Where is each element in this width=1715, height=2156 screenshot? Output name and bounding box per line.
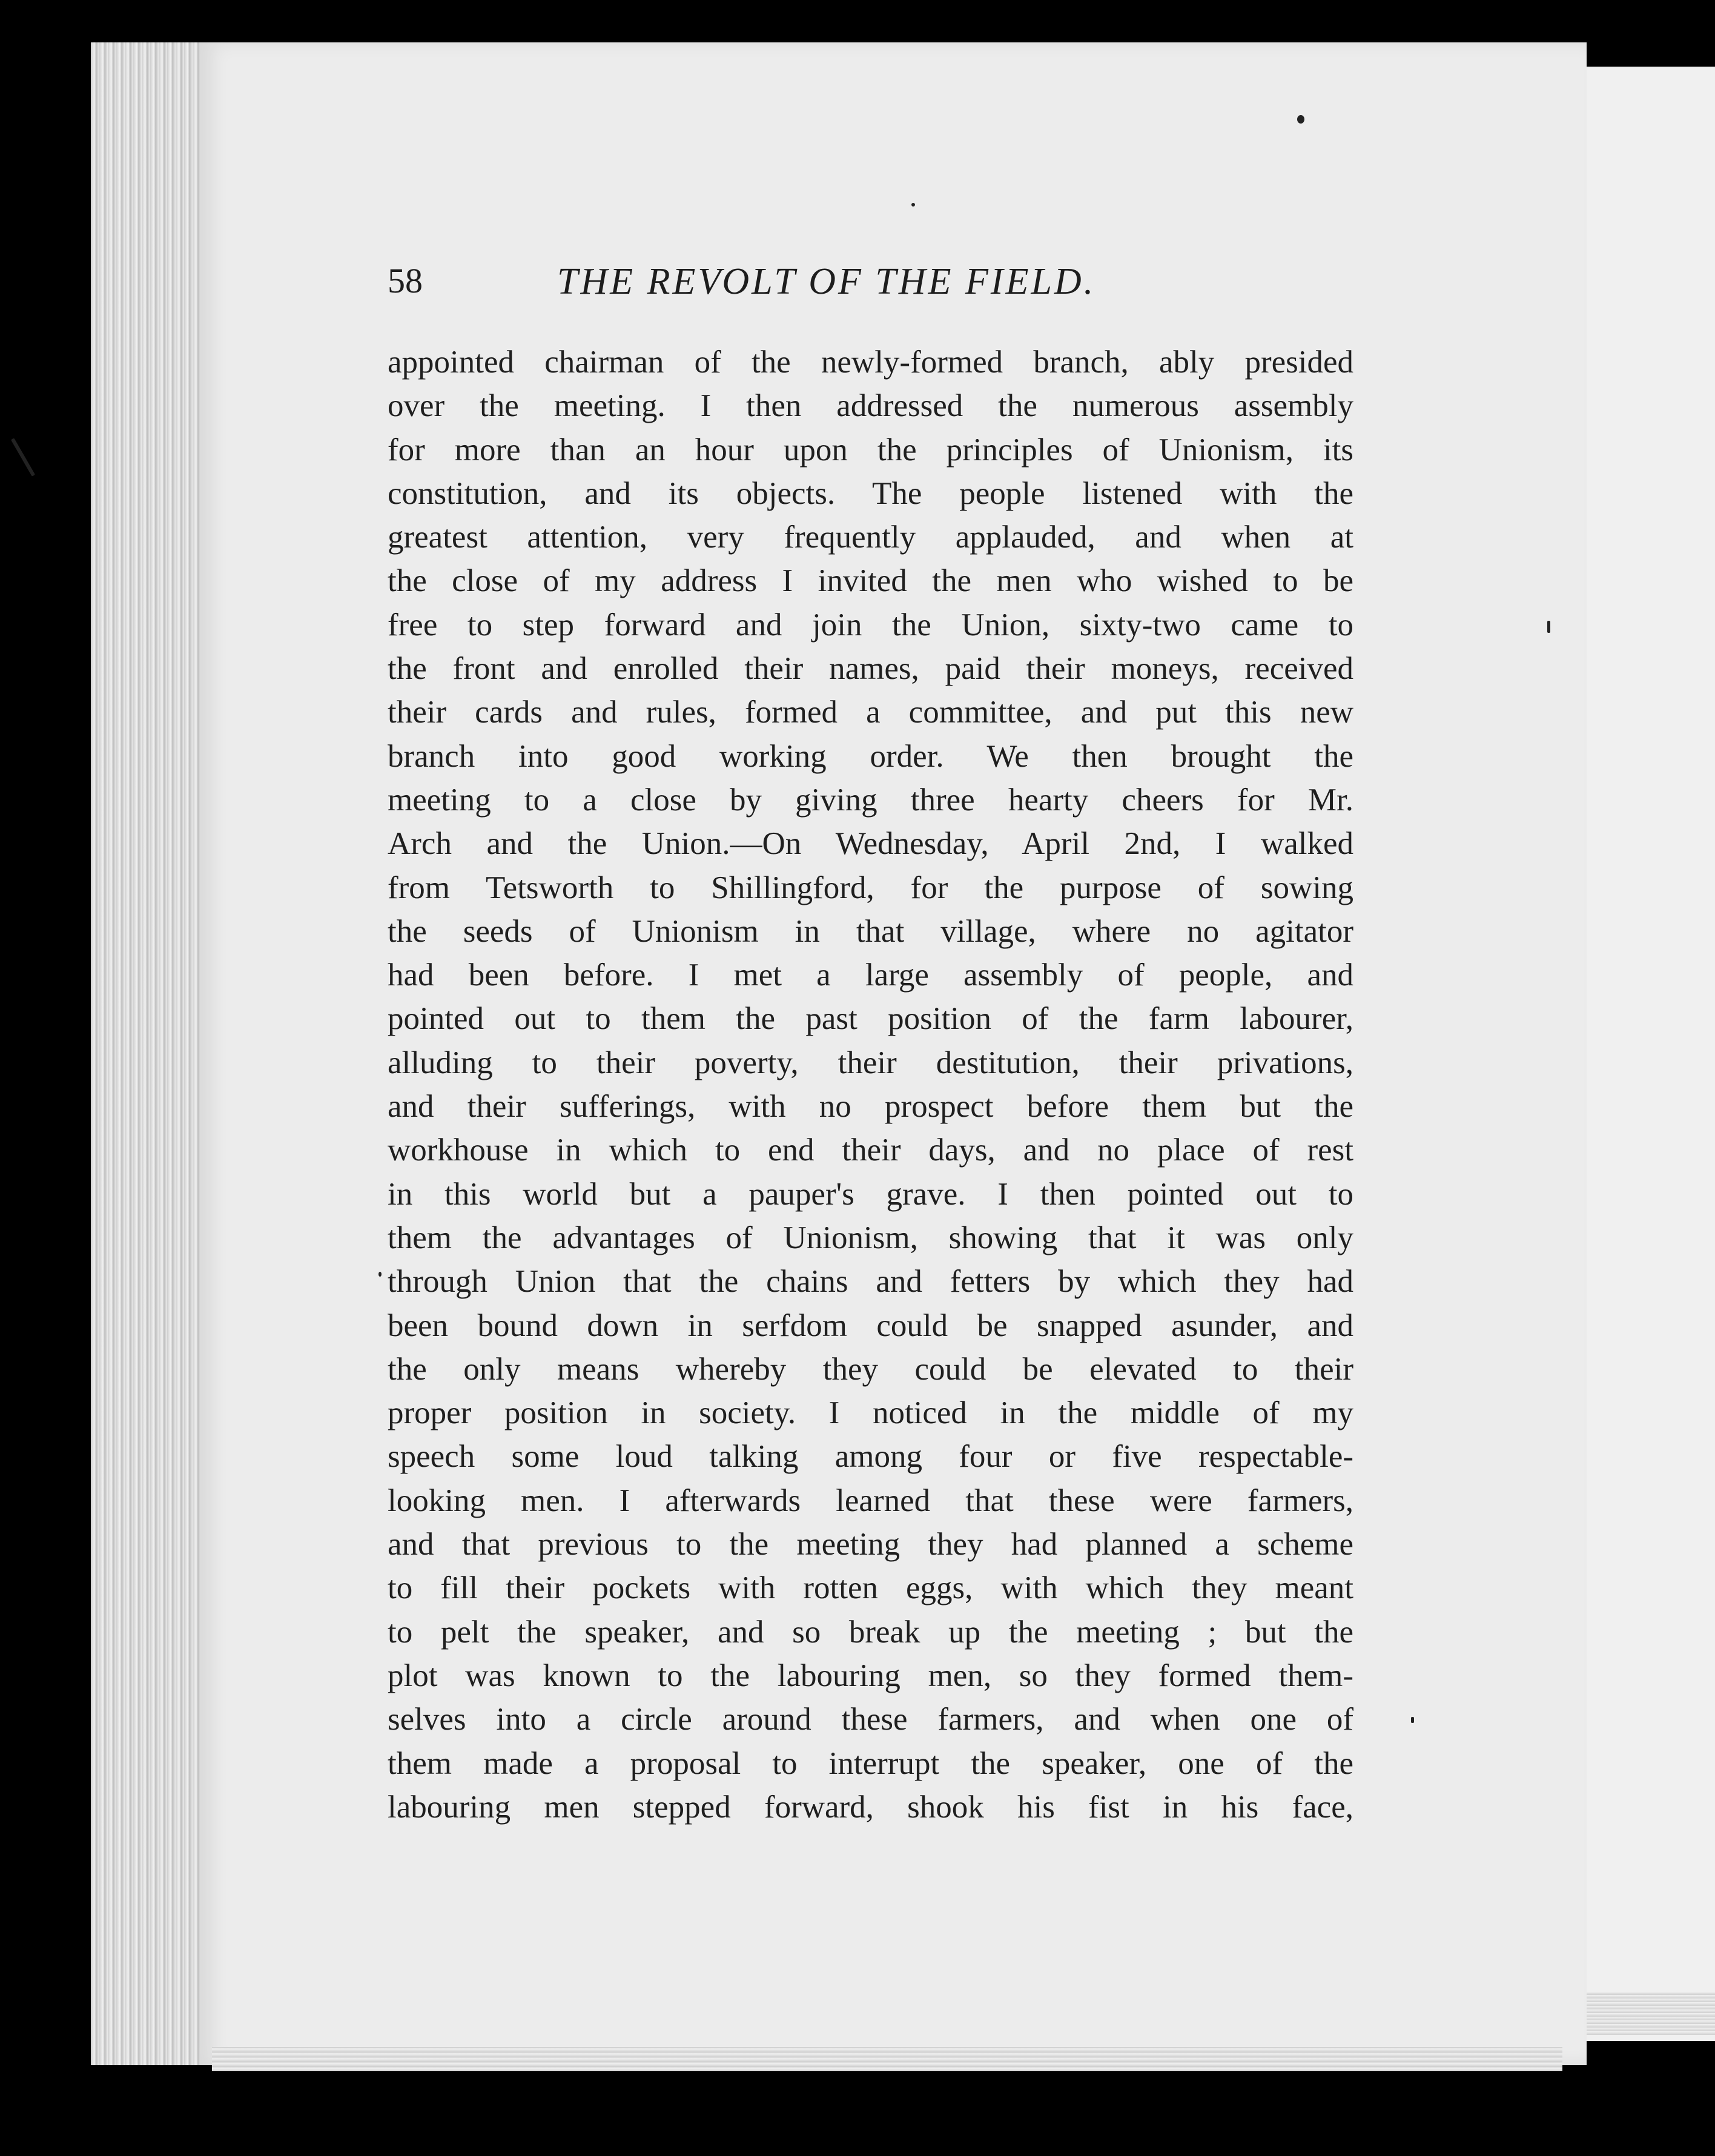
- text-line: proper position in society. I noticed in the middle of my: [388, 1395, 1353, 1431]
- text-line: looking men. I afterwards learned that these were farmers,: [388, 1483, 1353, 1518]
- text-line: had been before. I met a large assembly of people, and: [388, 957, 1353, 993]
- dust-speck: [1411, 1717, 1414, 1723]
- text-line: them made a proposal to interrupt the speaker, one of the: [388, 1745, 1353, 1781]
- text-line: appointed chairman of the newly-formed branch, ably presided: [388, 345, 1353, 380]
- text-line: them the advantages of Unionism, showing that it was only: [388, 1220, 1353, 1255]
- text-line: branch into good working order. We then brought the: [388, 738, 1353, 774]
- page-bottom-edge: [212, 2047, 1562, 2071]
- text-line: free to step forward and join the Union, sixty-two came to: [388, 607, 1353, 643]
- text-line: meeting to a close by giving three hearty cheers for Mr.: [388, 782, 1353, 818]
- facing-page-bottom-edge: [1575, 1992, 1715, 2035]
- text-line: in this world but a pauper's grave. I then pointed out to: [388, 1176, 1353, 1212]
- dust-speck: [378, 1272, 382, 1277]
- text-line: alluding to their poverty, their destitution, their privations,: [388, 1045, 1353, 1080]
- text-line: the only means whereby they could be elevated to their: [388, 1351, 1353, 1387]
- text-line: over the meeting. I then addressed the numerous assembly: [388, 388, 1353, 424]
- body-text: [388, 340, 1353, 1829]
- text-line: workhouse in which to end their days, and no place of rest: [388, 1133, 1353, 1168]
- text-line: plot was known to the labouring men, so they formed them-: [388, 1658, 1353, 1693]
- text-line: and their sufferings, with no prospect before them but the: [388, 1089, 1353, 1125]
- page-number: 58: [388, 261, 423, 300]
- text-line: pointed out to them the past position of the farm labourer,: [388, 1001, 1353, 1037]
- text-line: been bound down in serfdom could be snapped asunder, and: [388, 1308, 1353, 1343]
- text-line: constitution, and its objects. The people listened with the: [388, 475, 1353, 511]
- page-header: [388, 260, 1356, 315]
- text-line: their cards and rules, formed a committee, and put this new: [388, 695, 1353, 730]
- text-line: for more than an hour upon the principles of Unionism, its: [388, 432, 1353, 468]
- dust-speck: [11, 438, 35, 477]
- dust-speck: [1297, 115, 1304, 124]
- text-line: and that previous to the meeting they had planned a scheme: [388, 1527, 1353, 1562]
- text-line: the close of my address I invited the men who wished to be: [388, 563, 1353, 599]
- text-line: the front and enrolled their names, paid their moneys, received: [388, 651, 1353, 687]
- text-line: through Union that the chains and fetters by which they had: [388, 1264, 1353, 1300]
- text-line: the seeds of Unionism in that village, where no agitator: [388, 913, 1353, 949]
- text-line: labouring men stepped forward, shook his fist in his face,: [388, 1789, 1353, 1825]
- running-title: THE REVOLT OF THE FIELD.: [557, 261, 1096, 302]
- page-edges-left: [91, 42, 218, 2065]
- text-line: to pelt the speaker, and so break up the meeting ; but the: [388, 1614, 1353, 1650]
- facing-page-edge: [1565, 67, 1715, 2041]
- text-line: from Tetsworth to Shillingford, for the purpose of sowing: [388, 870, 1353, 905]
- dust-speck: [911, 203, 915, 207]
- text-line: greatest attention, very frequently applauded, and when at: [388, 520, 1353, 555]
- text-line: selves into a circle around these farmers, and when one of: [388, 1702, 1353, 1738]
- text-line: speech some loud talking among four or five respectable-: [388, 1439, 1353, 1475]
- text-line: to fill their pockets with rotten eggs, with which they meant: [388, 1570, 1353, 1606]
- text-line: Arch and the Union.—On Wednesday, April 2nd, I walked: [388, 826, 1353, 862]
- dust-speck: [1547, 621, 1550, 633]
